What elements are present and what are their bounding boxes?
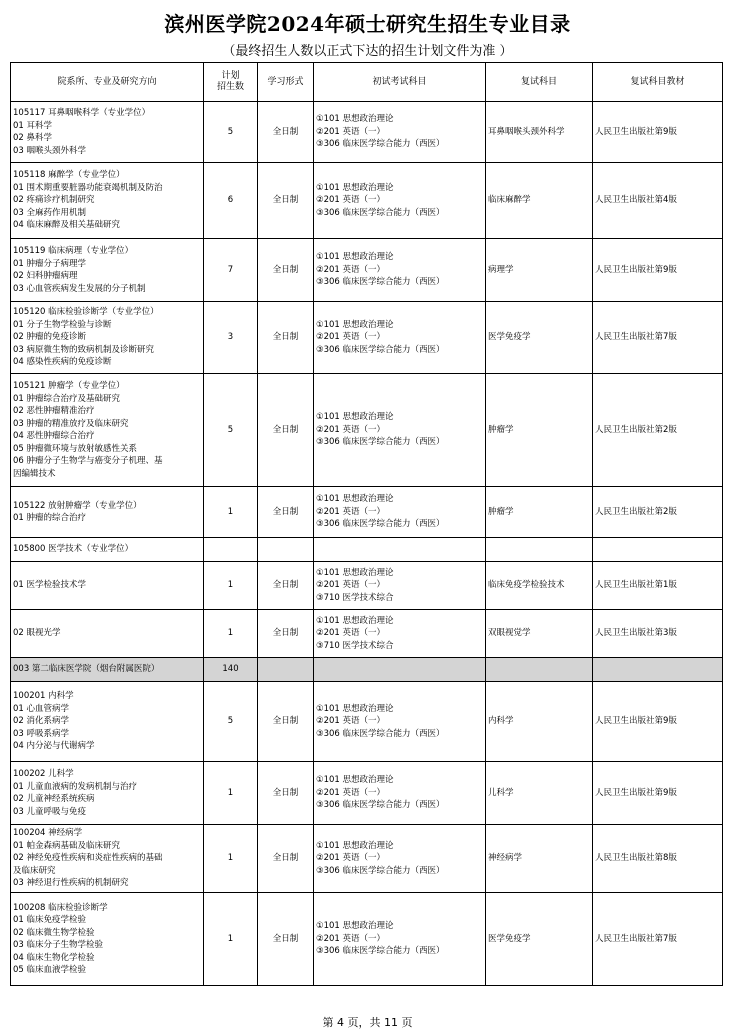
textbook-cell: 人民卫生出版社第7版 [593,302,723,374]
retest-cell: 儿科学 [486,762,593,825]
exam-cell: ①101 思想政治理论 ②201 英语（一） ③306 临床医学综合能力（西医） [314,163,486,239]
retest-cell: 肿瘤学 [486,374,593,487]
header-textbook: 复试科目教材 [593,63,723,102]
mode-cell: 全日制 [258,562,314,610]
mode-cell: 全日制 [258,893,314,986]
exam-cell: ①101 思想政治理论 ②201 英语（一） ③306 临床医学综合能力（西医） [314,893,486,986]
quota-cell: 140 [204,658,258,682]
quota-cell: 1 [204,610,258,658]
textbook-cell: 人民卫生出版社第3版 [593,610,723,658]
program-cell: 105122 放射肿瘤学（专业学位） 01 肿瘤的综合治疗 [11,487,204,538]
quota-cell: 3 [204,302,258,374]
table-row [11,658,723,682]
textbook-cell: 人民卫生出版社第1版 [593,562,723,610]
exam-cell: ①101 思想政治理论 ②201 英语（一） ③306 临床医学综合能力（西医） [314,682,486,762]
textbook-cell: 人民卫生出版社第9版 [593,239,723,302]
program-cell: 105119 临床病理（专业学位） 01 肿瘤分子病理学 02 妇科肿瘤病理 03 心血管疾病发生发展的分子机制 [11,239,204,302]
exam-cell: ①101 思想政治理论 ②201 英语（一） ③306 临床医学综合能力（西医） [314,762,486,825]
retest-cell: 肿瘤学 [486,487,593,538]
table-row [11,487,723,538]
quota-cell: 1 [204,825,258,893]
mode-cell: 全日制 [258,762,314,825]
page-footer: 第 4 页，共 11 页 [322,1016,413,1029]
mode-cell [258,658,314,682]
textbook-cell: 人民卫生出版社第2版 [593,487,723,538]
exam-cell: ①101 思想政治理论 ②201 英语（一） ③306 临床医学综合能力（西医） [314,487,486,538]
program-cell: 105121 肿瘤学（专业学位） 01 肿瘤综合治疗及基础研究 02 恶性肿瘤精准治疗 03 肿瘤的精准放疗及临床研究 04 恶性肿瘤综合治疗 05 肿瘤微环境与放射敏感性关系 06 肿瘤分子生物学与癌变分子机理、基 因编辑技术 [11,374,204,487]
program-cell: 003 第二临床医学院（烟台附属医院） [11,658,204,682]
retest-cell: 医学免疫学 [486,893,593,986]
retest-cell: 神经病学 [486,825,593,893]
textbook-cell: 人民卫生出版社第7版 [593,893,723,986]
program-cell: 105800 医学技术（专业学位） [11,538,204,562]
program-cell: 100204 神经病学 01 帕金森病基础及临床研究 02 神经免疫性疾病和炎症性疾病的基础 及临床研究 03 神经退行性疾病的机制研究 [11,825,204,893]
table-row [11,538,723,562]
exam-cell: ①101 思想政治理论 ②201 英语（一） ③306 临床医学综合能力（西医） [314,239,486,302]
table-row [11,239,723,302]
retest-cell: 病理学 [486,239,593,302]
table-row [11,374,723,487]
exam-cell: ①101 思想政治理论 ②201 英语（一） ③306 临床医学综合能力（西医） [314,302,486,374]
textbook-cell: 人民卫生出版社第8版 [593,825,723,893]
table-row [11,762,723,825]
page-subtitle: （最终招生人数以正式下达的招生计划文件为准 ） [222,44,513,59]
quota-cell: 6 [204,163,258,239]
header-exam: 初试考试科目 [314,63,486,102]
exam-cell [314,658,486,682]
retest-cell: 临床免疫学检验技术 [486,562,593,610]
quota-cell: 1 [204,762,258,825]
retest-cell: 临床麻醉学 [486,163,593,239]
header-row [11,63,723,102]
mode-cell: 全日制 [258,682,314,762]
header-quota: 计划 招生数 [204,63,258,102]
exam-cell: ①101 思想政治理论 ②201 英语（一） ③306 临床医学综合能力（西医） [314,374,486,487]
mode-cell: 全日制 [258,825,314,893]
retest-cell: 耳鼻咽喉头颈外科学 [486,102,593,163]
textbook-cell: 人民卫生出版社第2版 [593,374,723,487]
program-cell: 105118 麻醉学（专业学位） 01 围术期重要脏器功能衰竭机制及防治 02 疼痛诊疗机制研究 03 全麻药作用机制 04 临床麻醉及相关基础研究 [11,163,204,239]
exam-cell: ①101 思想政治理论 ②201 英语（一） ③710 医学技术综合 [314,610,486,658]
program-cell: 100208 临床检验诊断学 01 临床免疫学检验 02 临床微生物学检验 03 临床分子生物学检验 04 临床生物化学检验 05 临床血液学检验 [11,893,204,986]
table-row [11,682,723,762]
exam-cell: ①101 思想政治理论 ②201 英语（一） ③710 医学技术综合 [314,562,486,610]
retest-cell [486,538,593,562]
textbook-cell: 人民卫生出版社第9版 [593,762,723,825]
retest-cell [486,658,593,682]
mode-cell: 全日制 [258,610,314,658]
retest-cell: 内科学 [486,682,593,762]
mode-cell: 全日制 [258,487,314,538]
exam-cell: ①101 思想政治理论 ②201 英语（一） ③306 临床医学综合能力（西医） [314,825,486,893]
catalog-table [10,62,723,986]
textbook-cell: 人民卫生出版社第9版 [593,102,723,163]
header-program: 院系所、专业及研究方向 [11,63,204,102]
exam-cell: ①101 思想政治理论 ②201 英语（一） ③306 临床医学综合能力（西医） [314,102,486,163]
quota-cell: 5 [204,374,258,487]
mode-cell [258,538,314,562]
retest-cell: 医学免疫学 [486,302,593,374]
quota-cell: 1 [204,893,258,986]
textbook-cell [593,538,723,562]
exam-cell [314,538,486,562]
header-retest: 复试科目 [486,63,593,102]
mode-cell: 全日制 [258,163,314,239]
mode-cell: 全日制 [258,302,314,374]
quota-cell [204,538,258,562]
quota-cell: 5 [204,682,258,762]
table-row [11,893,723,986]
mode-cell: 全日制 [258,374,314,487]
table-row [11,562,723,610]
textbook-cell [593,658,723,682]
program-cell: 105117 耳鼻咽喉科学（专业学位） 01 耳科学 02 鼻科学 03 咽喉头颈外科学 [11,102,204,163]
table-row [11,302,723,374]
header-mode: 学习形式 [258,63,314,102]
program-cell: 105120 临床检验诊断学（专业学位） 01 分子生物学检验与诊断 02 肿瘤的免疫诊断 03 病原微生物的致病机制及诊断研究 04 感染性疾病的免疫诊断 [11,302,204,374]
program-cell: 02 眼视光学 [11,610,204,658]
table-row [11,825,723,893]
retest-cell: 双眼视觉学 [486,610,593,658]
table-row [11,610,723,658]
quota-cell: 1 [204,487,258,538]
page-title: 滨州医学院2024年硕士研究生招生专业目录 [164,12,571,36]
table-row [11,163,723,239]
textbook-cell: 人民卫生出版社第9版 [593,682,723,762]
quota-cell: 1 [204,562,258,610]
program-cell: 100201 内科学 01 心血管病学 02 消化系病学 03 呼吸系病学 04 内分泌与代谢病学 [11,682,204,762]
table-row [11,102,723,163]
quota-cell: 7 [204,239,258,302]
program-cell: 100202 儿科学 01 儿童血液病的发病机制与治疗 02 儿童神经系统疾病 03 儿童呼吸与免疫 [11,762,204,825]
program-cell: 01 医学检验技术学 [11,562,204,610]
mode-cell: 全日制 [258,102,314,163]
textbook-cell: 人民卫生出版社第4版 [593,163,723,239]
quota-cell: 5 [204,102,258,163]
mode-cell: 全日制 [258,239,314,302]
